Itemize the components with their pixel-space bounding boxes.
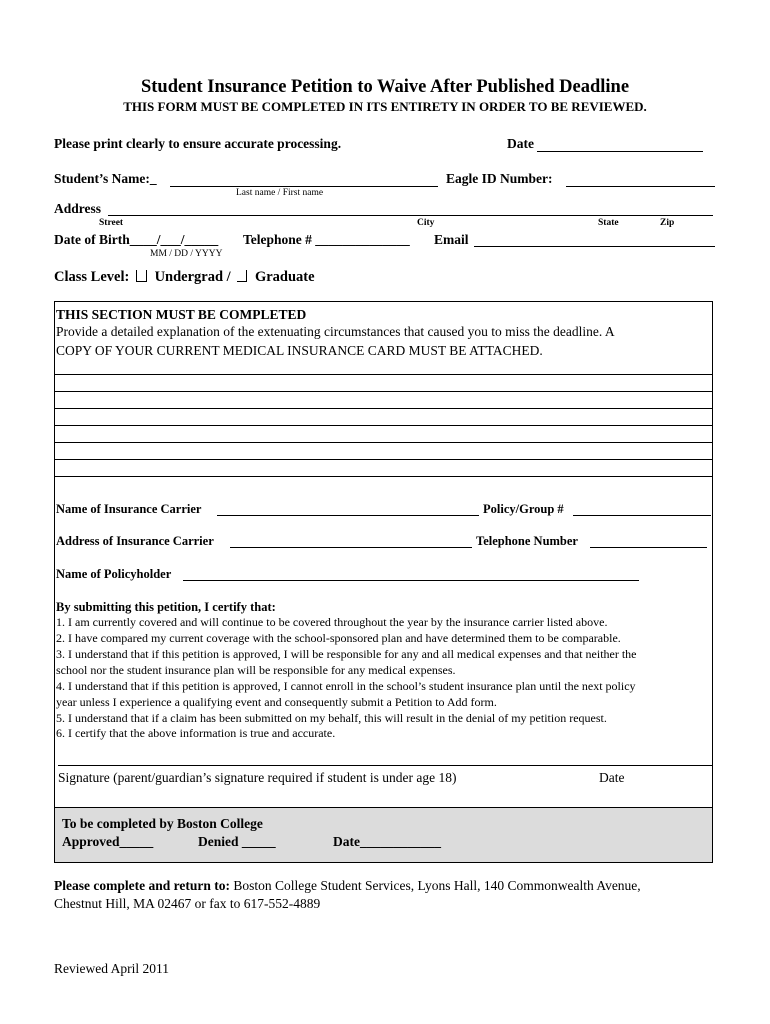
explanation-line[interactable]: [55, 459, 712, 460]
return-address-line-1: Boston College Student Services, Lyons Hall, 140 Commonwealth Avenue,: [229, 878, 641, 893]
carrier-phone-field[interactable]: [590, 547, 707, 548]
signature-label: Signature (parent/guardian’s signature required if student is under age 18): [58, 770, 457, 785]
zip-hint: Zip: [660, 218, 675, 228]
explanation-line[interactable]: [55, 408, 712, 409]
print-clearly-note: Please print clearly to ensure accurate processing.: [54, 136, 342, 151]
cert-item-6: 6. I certify that the above information is true and accurate.: [56, 726, 336, 740]
graduate-label: Graduate: [254, 269, 315, 285]
form-title: Student Insurance Petition to Waive After Published Deadline: [140, 77, 630, 97]
eagle-id-label: Eagle ID Number:: [446, 171, 553, 186]
cert-item-5: 5. I understand that if a claim has been submitted on my behalf, this will result in the denial of my petition request.: [56, 711, 607, 725]
instruction-line-2: COPY OF YOUR CURRENT MEDICAL INSURANCE CARD MUST BE ATTACHED.: [56, 343, 543, 358]
petition-section: [54, 301, 713, 863]
signature-date-label: Date: [599, 770, 625, 785]
carrier-field[interactable]: [217, 515, 479, 516]
student-name-field[interactable]: [170, 186, 438, 187]
return-address-line-2: Chestnut Hill, MA 02467 or fax to 617-552-4889: [54, 896, 321, 911]
office-date-field[interactable]: Date____________: [333, 834, 441, 849]
email-label: Email: [434, 232, 469, 247]
name-hint: Last name / First name: [236, 188, 324, 198]
state-hint: State: [598, 218, 619, 228]
cert-item-4a: 4. I understand that if this petition is approved, I cannot enroll in the school’s student insurance plan until the next policy: [56, 679, 636, 693]
explanation-line[interactable]: [55, 425, 712, 426]
graduate-checkbox[interactable]: [237, 270, 247, 282]
carrier-address-field[interactable]: [230, 547, 472, 548]
cert-item-2: 2. I have compared my current coverage with the school-sponsored plan and have determined them to be comparable.: [56, 631, 621, 645]
class-level-row: [54, 269, 315, 286]
policyholder-field[interactable]: [183, 580, 639, 581]
signature-field[interactable]: [58, 765, 712, 766]
undergrad-label: Undergrad /: [154, 269, 231, 285]
telephone-label[interactable]: Telephone # ______________: [243, 232, 410, 247]
eagle-id-field[interactable]: [566, 186, 715, 187]
city-hint: City: [417, 218, 435, 228]
certify-heading: By submitting this petition, I certify that:: [56, 600, 276, 614]
instruction-line-1: Provide a detailed explanation of the extenuating circumstances that caused you to miss the deadline. A: [56, 324, 615, 339]
policyholder-label: Name of Policyholder: [56, 567, 172, 581]
explanation-line[interactable]: [55, 374, 712, 375]
street-hint: Street: [99, 218, 124, 228]
approved-field[interactable]: Approved_____: [62, 834, 154, 849]
date-field[interactable]: [537, 151, 703, 152]
dob-label[interactable]: Date of Birth____/___/_____: [54, 232, 219, 247]
denied-field[interactable]: Denied _____: [198, 834, 276, 849]
office-heading: To be completed by Boston College: [62, 816, 263, 831]
return-instructions: [54, 878, 641, 894]
office-use-panel: [55, 807, 712, 862]
student-name-label: Student’s Name:_: [54, 171, 157, 186]
explanation-line[interactable]: [55, 442, 712, 443]
section-heading: THIS SECTION MUST BE COMPLETED: [56, 307, 307, 322]
undergrad-checkbox[interactable]: [136, 270, 147, 282]
cert-item-3a: 3. I understand that if this petition is approved, I will be responsible for any and all medical expenses and that neither the: [56, 647, 637, 661]
carrier-label: Name of Insurance Carrier: [56, 502, 202, 516]
reviewed-date: Reviewed April 2011: [54, 961, 169, 976]
policy-label: Policy/Group #: [483, 502, 564, 516]
cert-item-3b: school nor the student insurance plan will be responsible for any medical expenses.: [56, 663, 456, 677]
cert-item-4b: year unless I experience a qualifying event and consequently submit a Petition to Add form.: [56, 695, 497, 709]
carrier-phone-label: Telephone Number: [476, 534, 578, 548]
carrier-address-label: Address of Insurance Carrier: [56, 534, 214, 548]
class-level-label: Class Level:: [54, 269, 130, 285]
address-label: Address: [54, 201, 102, 216]
email-field[interactable]: [474, 246, 715, 247]
explanation-line[interactable]: [55, 391, 712, 392]
address-field[interactable]: [108, 215, 713, 216]
form-subtitle: THIS FORM MUST BE COMPLETED IN ITS ENTIRETY IN ORDER TO BE REVIEWED.: [123, 99, 647, 114]
explanation-line[interactable]: [55, 476, 712, 477]
policy-field[interactable]: [573, 515, 711, 516]
cert-item-1: 1. I am currently covered and will continue to be covered throughout the year by the insurance carrier listed above.: [56, 615, 608, 629]
date-label: Date: [507, 136, 534, 151]
return-bold-label: Please complete and return to:: [54, 878, 230, 893]
dob-hint: MM / DD / YYYY: [150, 249, 223, 259]
